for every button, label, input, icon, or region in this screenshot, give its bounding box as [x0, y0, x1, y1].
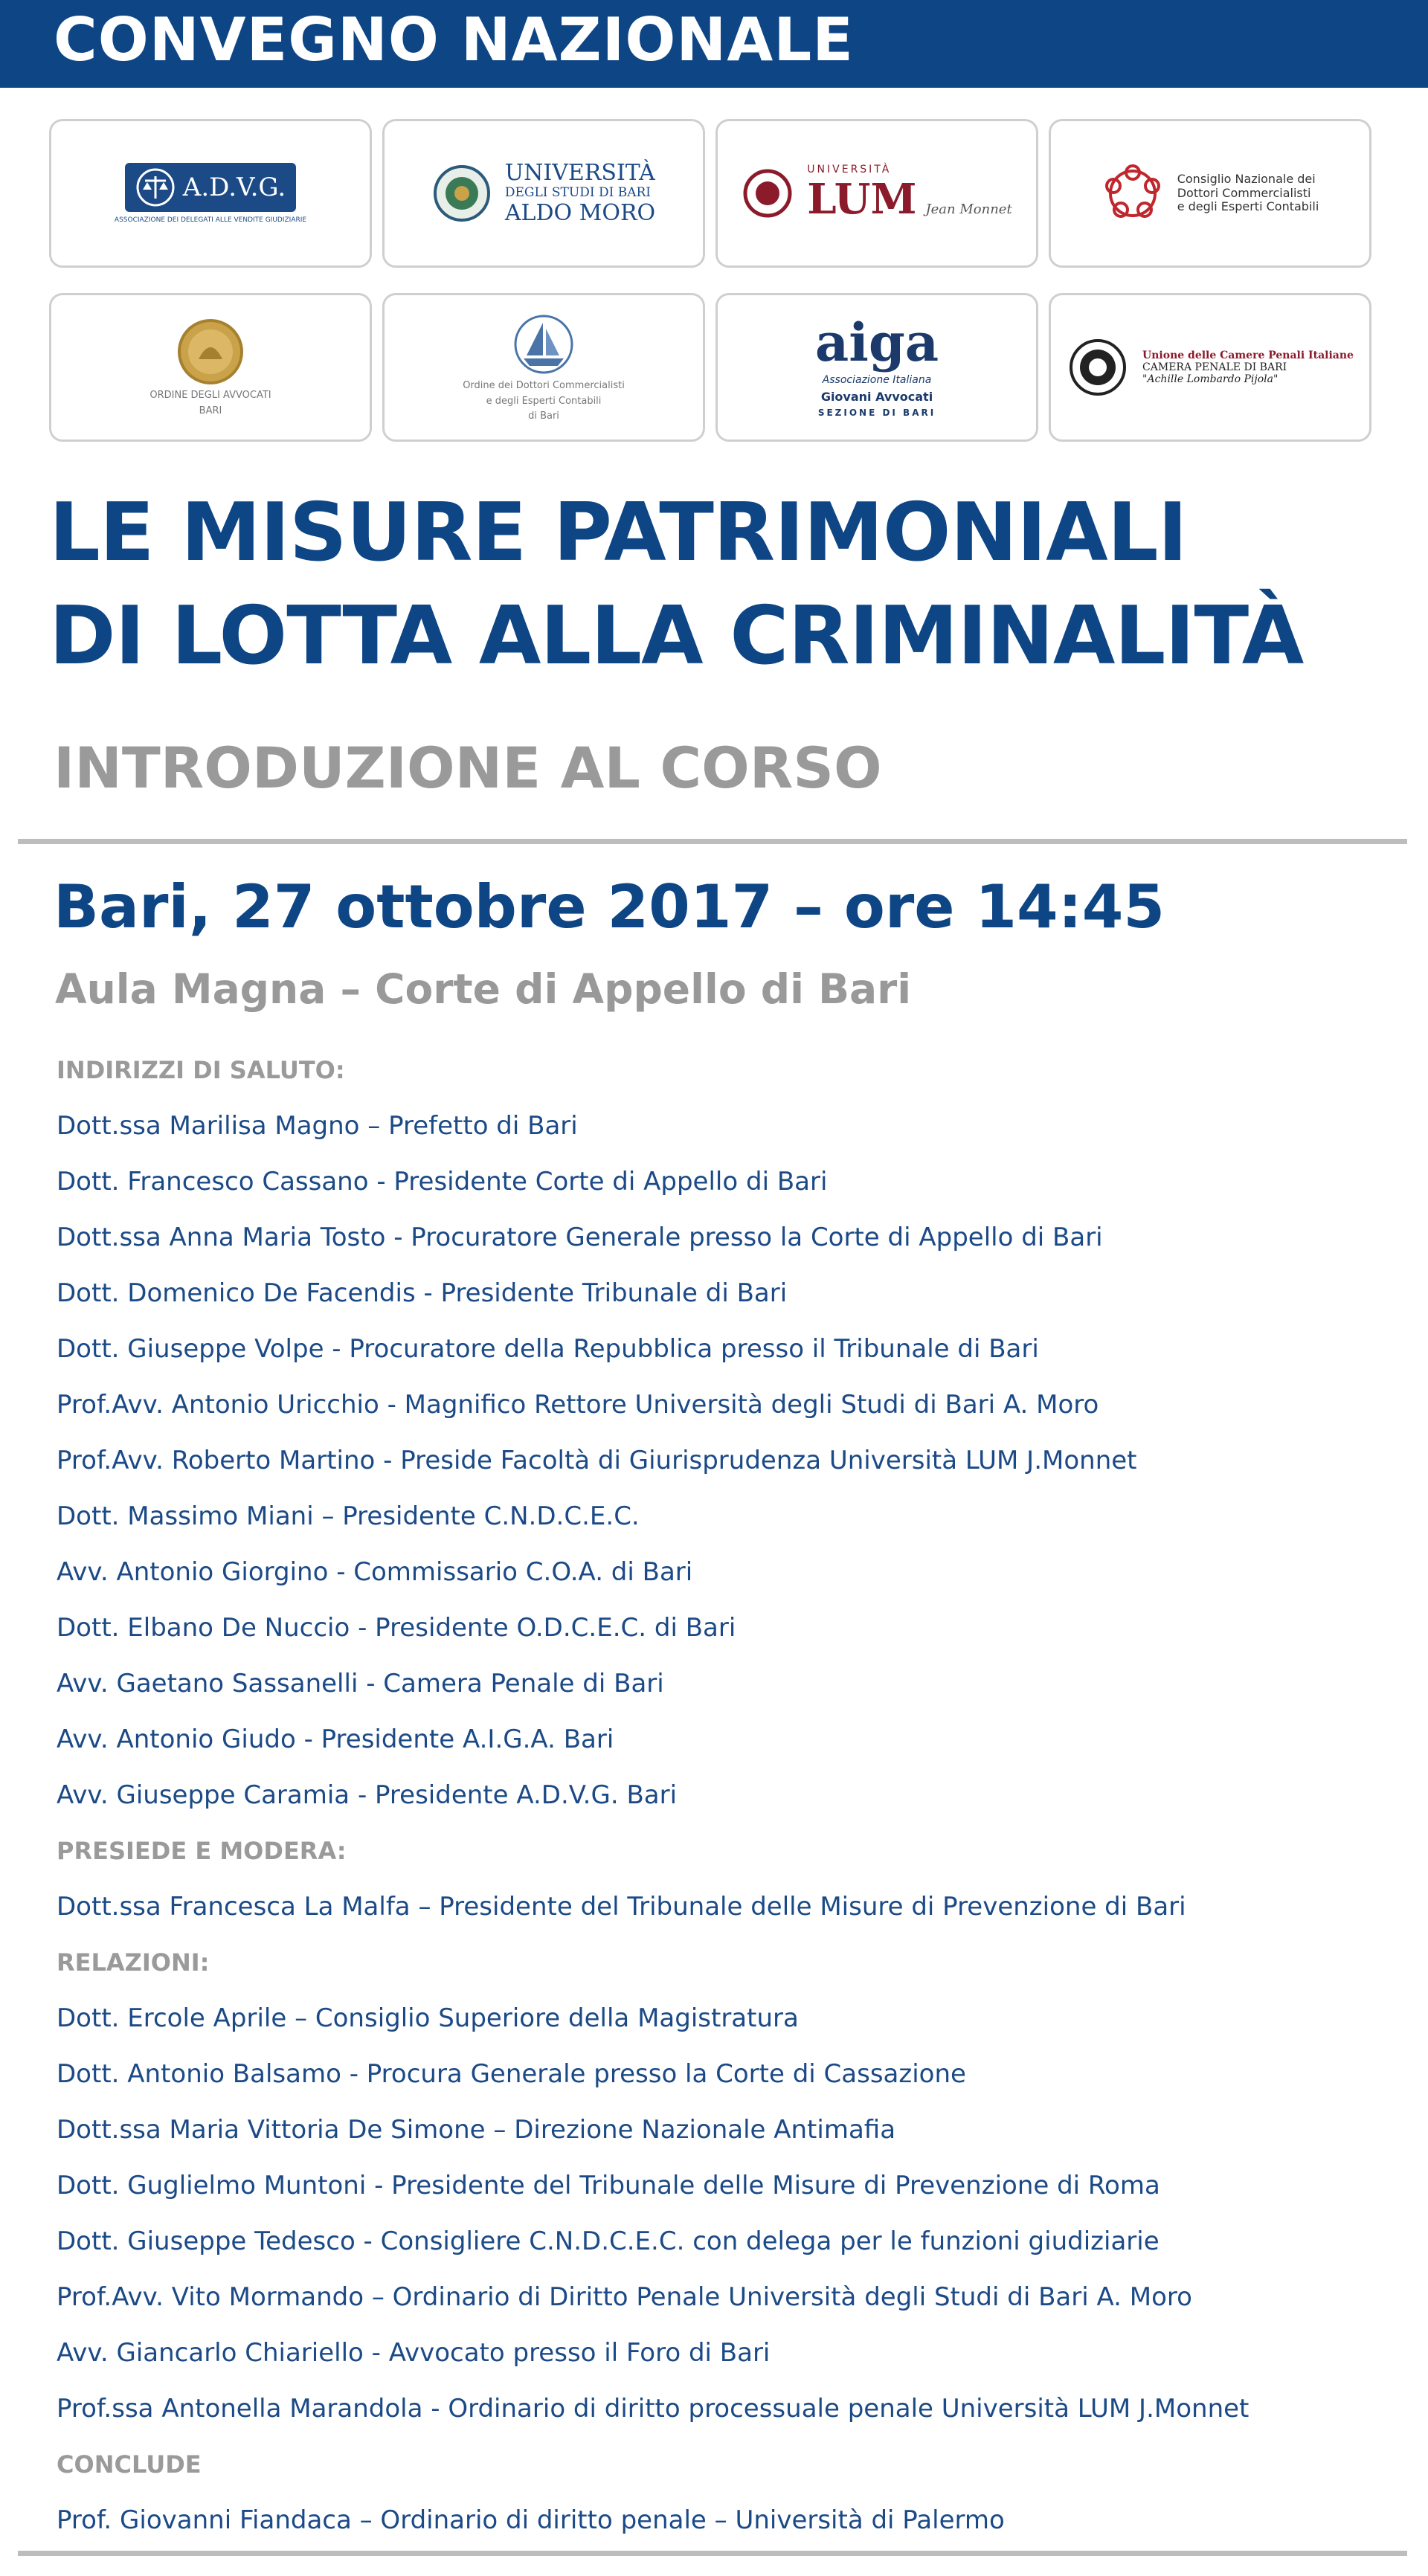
list-item: Dott. Ercole Aprile – Consiglio Superiore della Magistratura	[57, 2003, 799, 2033]
main-title	[49, 487, 1303, 683]
program	[57, 1043, 1380, 2548]
section-relazioni: RELAZIONI:	[57, 1948, 210, 1977]
logo-camera-penale	[1049, 293, 1371, 442]
list-item: Prof.ssa Antonella Marandola - Ordinario di diritto processuale penale Università LUM J.Monnet	[57, 2394, 1250, 2424]
odcec-line2: e degli Esperti Contabili	[486, 395, 602, 407]
list-item: Dott.ssa Maria Vittoria De Simone – Direzione Nazionale Antimafia	[57, 2115, 896, 2145]
list-item: Avv. Gaetano Sassanelli - Camera Penale di Bari	[57, 1669, 664, 1698]
list-item: Dott. Giuseppe Tedesco - Consigliere C.N.D.C.E.C. con delega per le funzioni giudiziarie	[57, 2226, 1160, 2256]
university-seal-icon	[432, 164, 492, 223]
title-line-2: DI LOTTA ALLA CRIMINALITÀ	[49, 590, 1304, 683]
list-item: Dott. Domenico De Facendis - Presidente Tribunale di Bari	[57, 1278, 788, 1308]
list-item: Dott.ssa Francesca La Malfa – Presidente del Tribunale delle Misure di Prevenzione di Bari	[57, 1892, 1186, 1922]
partner-logos	[49, 119, 1373, 446]
cndcec-line2: Dottori Commercialisti	[1177, 185, 1311, 200]
event-venue: Aula Magna – Corte di Appello di Bari	[55, 965, 912, 1013]
camera-line3: "Achille Lombardo Pijola"	[1142, 373, 1279, 386]
list-item: Dott.ssa Marilisa Magno – Prefetto di Bari	[57, 1111, 578, 1141]
divider-top	[18, 839, 1407, 844]
logo-cndcec	[1049, 119, 1371, 268]
list-item: Dott. Giuseppe Volpe - Procuratore della Repubblica presso il Tribunale di Bari	[57, 1334, 1039, 1364]
aiga-mark: aiga	[814, 311, 939, 373]
aiga-line1: Associazione Italiana	[822, 373, 932, 386]
list-item: Prof. Giovanni Fiandaca – Ordinario di diritto penale – Università di Palermo	[57, 2505, 1005, 2535]
odcec-line3: di Bari	[528, 410, 559, 422]
list-item: Dott. Guglielmo Muntoni - Presidente del Tribunale delle Misure di Prevenzione di Roma	[57, 2171, 1160, 2200]
cndcec-line3: e degli Esperti Contabili	[1177, 199, 1319, 214]
event-date: Bari, 27 ottobre 2017 – ore 14:45	[54, 872, 1165, 941]
lum-top: UNIVERSITÀ	[807, 163, 892, 176]
uniba-line1: UNIVERSITÀ	[504, 159, 655, 186]
logo-lum	[715, 119, 1038, 268]
gold-coin-icon	[176, 318, 245, 386]
top-banner	[0, 0, 1428, 88]
logo-ordine-avvocati	[49, 293, 372, 442]
advg-mark: A.D.V.G.	[182, 172, 286, 202]
subtitle: INTRODUZIONE AL CORSO	[54, 735, 882, 801]
title-line-1: LE MISURE PATRIMONIALI	[49, 486, 1187, 579]
ordine-line1: ORDINE DEGLI AVVOCATI	[149, 390, 271, 402]
cndcec-line1: Consiglio Nazionale dei	[1177, 172, 1316, 187]
camera-penale-seal-icon	[1067, 336, 1129, 399]
section-saluti: INDIRIZZI DI SALUTO:	[57, 1056, 345, 1084]
list-item: Avv. Giancarlo Chiariello - Avvocato presso il Foro di Bari	[57, 2338, 771, 2368]
banner-label: CONVEGNO NAZIONALE	[54, 5, 854, 74]
list-item: Prof.Avv. Vito Mormando – Ordinario di Diritto Penale Università degli Studi di Bari A. Moro	[57, 2282, 1192, 2312]
section-presiede: PRESIEDE E MODERA:	[57, 1837, 347, 1865]
uniba-line2: DEGLI STUDI DI BARI	[504, 185, 651, 201]
aiga-line2: Giovani Avvocati	[820, 389, 933, 404]
lum-mark: LUM	[807, 174, 917, 224]
list-item: Prof.Avv. Antonio Uricchio - Magnifico Rettore Università degli Studi di Bari A. Moro	[57, 1390, 1099, 1420]
list-item: Avv. Antonio Giorgino - Commissario C.O.A. di Bari	[57, 1557, 693, 1587]
advg-caption: ASSOCIAZIONE DEI DELEGATI ALLE VENDITE GIUDIZIARIE	[114, 216, 307, 224]
cndcec-emblem-icon	[1101, 162, 1164, 225]
list-item: Dott.ssa Anna Maria Tosto - Procuratore Generale presso la Corte di Appello di Bari	[57, 1223, 1103, 1252]
lum-seal-icon	[742, 167, 794, 219]
lum-script: Jean Monnet	[925, 201, 1012, 217]
list-item: Avv. Antonio Giudo - Presidente A.I.G.A. Bari	[57, 1725, 614, 1754]
list-item: Dott. Francesco Cassano - Presidente Corte di Appello di Bari	[57, 1167, 828, 1197]
uniba-line3: ALDO MORO	[504, 199, 656, 226]
list-item: Dott. Antonio Balsamo - Procura Generale presso la Corte di Cassazione	[57, 2059, 966, 2089]
list-item: Avv. Giuseppe Caramia - Presidente A.D.V.G. Bari	[57, 1780, 678, 1810]
list-item: Dott. Massimo Miani – Presidente C.N.D.C.E.C.	[57, 1501, 640, 1531]
odcec-line1: Ordine dei Dottori Commercialisti	[463, 379, 625, 391]
scales-icon	[135, 167, 176, 207]
logo-odcec-bari	[382, 293, 705, 442]
logo-advg	[49, 119, 372, 268]
aiga-line3: SEZIONE DI BARI	[817, 408, 936, 419]
camera-line2: CAMERA PENALE DI BARI	[1142, 361, 1287, 373]
ordine-line2: BARI	[199, 405, 222, 416]
list-item: Dott. Elbano De Nuccio - Presidente O.D.C.E.C. di Bari	[57, 1613, 736, 1643]
logo-aiga	[715, 293, 1038, 442]
list-item: Prof.Avv. Roberto Martino - Preside Facoltà di Giurisprudenza Università LUM J.Monnet	[57, 1446, 1137, 1475]
logo-uniba	[382, 119, 705, 268]
camera-line1: Unione delle Camere Penali Italiane	[1142, 349, 1354, 361]
advg-badge	[125, 163, 296, 212]
section-conclude: CONCLUDE	[57, 2450, 202, 2479]
ship-emblem-icon	[510, 312, 577, 376]
divider-bottom	[18, 2551, 1407, 2556]
